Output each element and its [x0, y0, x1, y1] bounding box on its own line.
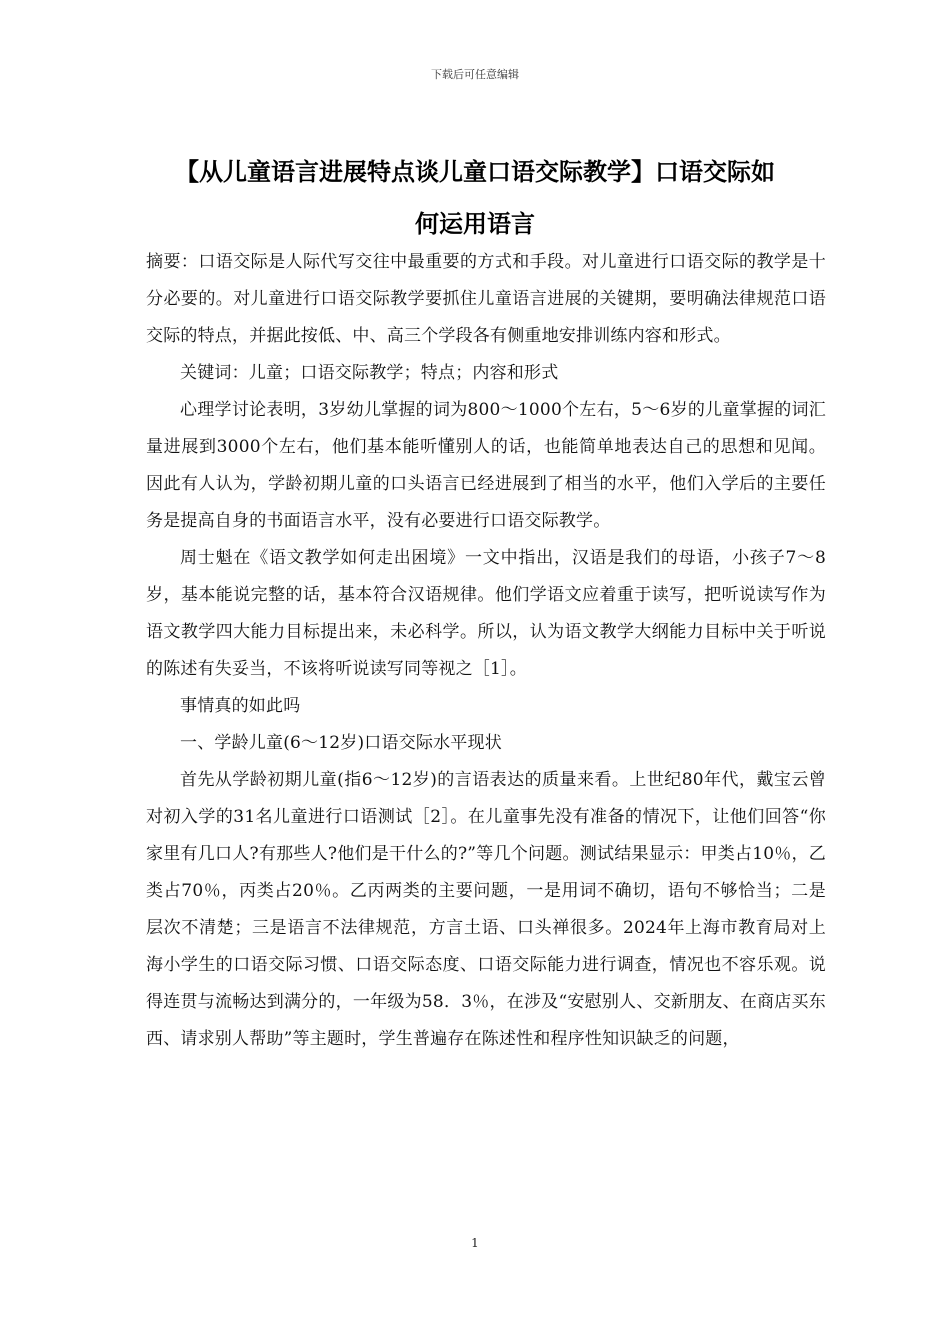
page-number: 1	[471, 1236, 479, 1250]
document-title	[100, 146, 850, 250]
body-paragraph: 周士魁在《语文教学如何走出困境》一文中指出，汉语是我们的母语，小孩子7～8岁，基本能说完整的话，基本符合汉语规律。他们学语文应着重于读写，把听说读写作为语文教学四大能力目标提出来，未必科学。所以，认为语文教学大纲能力目标中关于听说的陈述有失妥当，不该将听说读写同等视之［1］。	[146, 548, 826, 679]
body-paragraph: 心理学讨论表明，3岁幼儿掌握的词为800～1000个左右，5～6岁的儿童掌握的词汇量进展到3000个左右，他们基本能听懂别人的话，也能简单地表达自己的思想和见闻。因此有人认为，学龄初期儿童的口头语言已经进展到了相当的水平，他们入学后的主要任务是提高自身的书面语言水平，没有必要进行口语交际教学。	[146, 400, 826, 531]
abstract-paragraph: 摘要：口语交际是人际代写交往中最重要的方式和手段。对儿童进行口语交际的教学是十分必要的。对儿童进行口语交际教学要抓住儿童语言进展的关键期，要明确法律规范口语交际的特点，并据此按低、中、高三个学段各有侧重地安排训练内容和形式。	[146, 252, 826, 346]
section-heading: 一、学龄儿童(6～12岁)口语交际水平现状	[180, 733, 502, 753]
keywords-paragraph: 关键词：儿童；口语交际教学；特点；内容和形式	[180, 363, 559, 383]
page-header: 下载后可任意编辑	[431, 68, 519, 81]
document-body	[146, 244, 826, 1058]
body-paragraph: 事情真的如此吗	[180, 696, 301, 716]
body-paragraph: 首先从学龄初期儿童(指6～12岁)的言语表达的质量来看。上世纪80年代，戴宝云曾对初入学的31名儿童进行口语测试［2］。在儿童事先没有准备的情况下，让他们回答“你家里有几口人?有那些人?他们是干什么的?”等几个问题。测试结果显示：甲类占10％，乙类占70％，丙类占20％。乙丙两类的主要问题，一是用词不确切，语句不够恰当；二是层次不清楚；三是语言不法律规范，方言土语、口头禅很多。2024年上海市教育局对上海小学生的口语交际习惯、口语交际态度、口语交际能力进行调查，情况也不容乐观。说得连贯与流畅达到满分的，一年级为58．3％，在涉及“安慰别人、交新朋友、在商店买东西、请求别人帮助”等主题时，学生普遍存在陈述性和程序性知识缺乏的问题，	[146, 770, 826, 1049]
title-line-2: 何运用语言	[415, 210, 535, 238]
title-line-1: 【从儿童语言进展特点谈儿童口语交际教学】口语交际如	[175, 158, 775, 186]
